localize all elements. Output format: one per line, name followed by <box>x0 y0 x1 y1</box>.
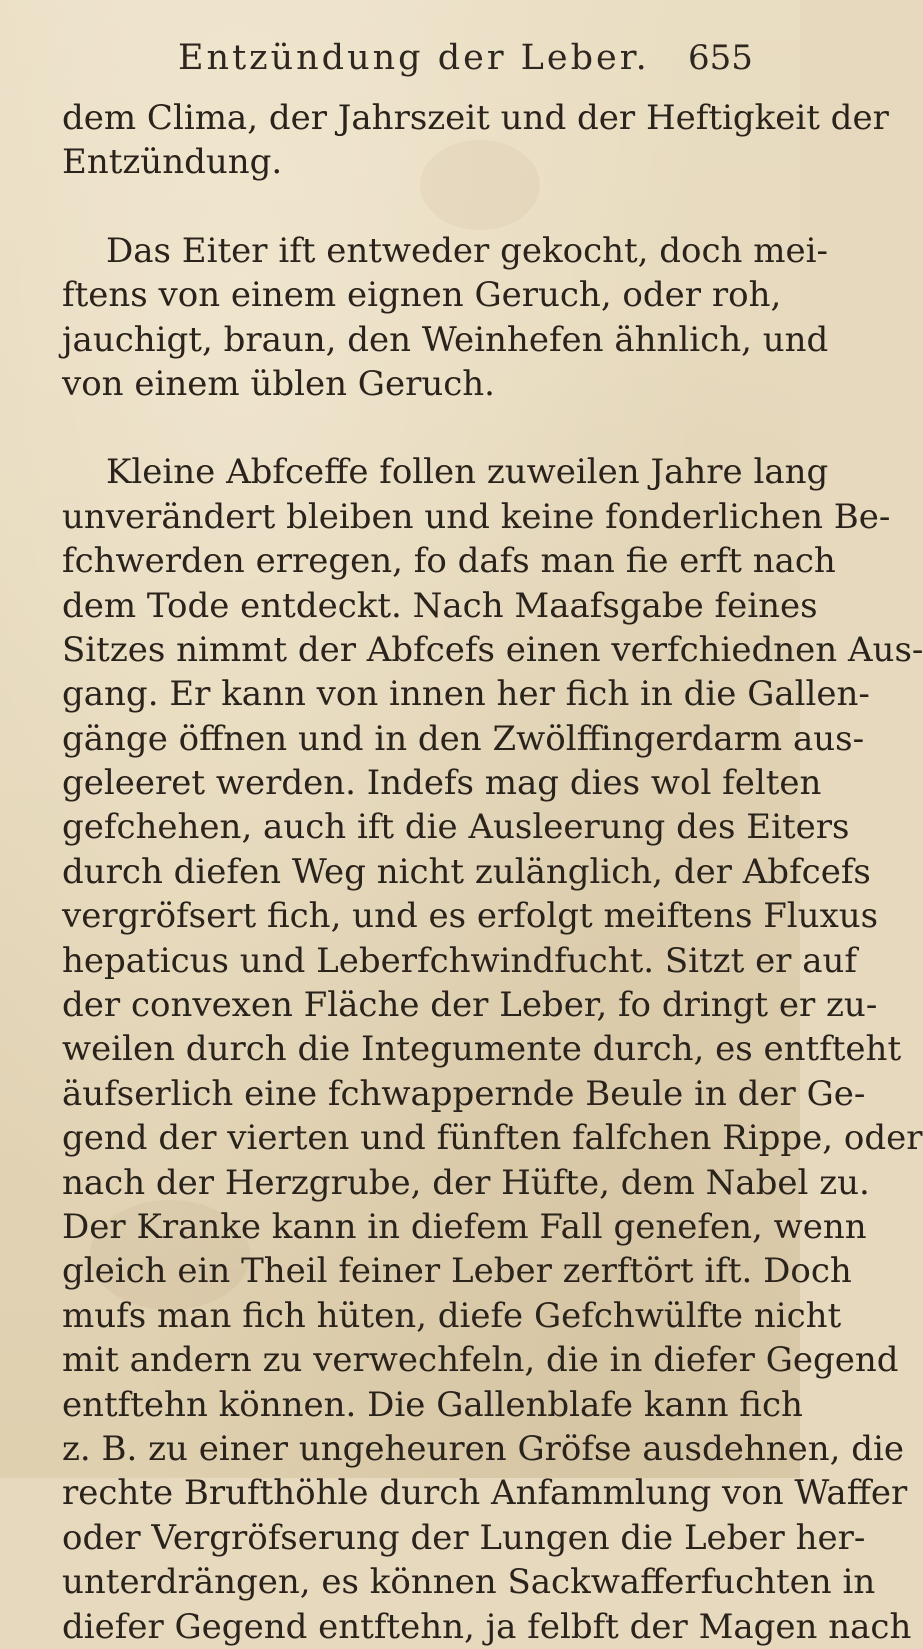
text-line: jauchigt, braun, den Weinhefen ähnlich, und <box>62 319 829 360</box>
text-line: nach der Herzgrube, der Hüfte, dem Nabel zu. <box>62 1162 870 1203</box>
text-line: dem Clima, der Jahrszeit und der Heftigkeit der <box>62 98 889 138</box>
paragraph <box>62 96 889 185</box>
text-line: geleeret werden. Indefs mag dies wol felten <box>62 763 822 804</box>
text-line: oder Vergröfserung der Lungen die Leber her- <box>62 1517 866 1558</box>
text-line: fchwerden erregen, fo dafs man fie erft nach <box>62 541 836 582</box>
text-line: mufs man fich hüten, diefe Gefchwülfte nicht <box>62 1295 842 1336</box>
paragraph <box>62 229 829 407</box>
text-line: Entzündung. <box>62 142 283 183</box>
text-line: rechte Brufthöhle durch Anfammlung von Waffer <box>62 1473 908 1514</box>
text-line: ftens von einem eignen Geruch, oder roh, <box>62 275 782 316</box>
text-line: Das Eiter ift entweder gekocht, doch mei- <box>106 230 828 271</box>
text-line: gang. Er kann von innen her fich in die Gallen- <box>62 674 870 715</box>
text-line: der convexen Fläche der Leber, fo dringt er zu- <box>62 985 878 1026</box>
text-line: Sitzes nimmt der Abfcefs einen verfchiednen Aus- <box>62 629 923 670</box>
text-line: weilen durch die Integumente durch, es entfteht <box>62 1029 902 1070</box>
text-line: gänge öffnen und in den Zwölffingerdarm aus- <box>62 718 865 759</box>
text-line: diefer Gegend entftehn, ja felbft der Magen nach <box>62 1606 912 1647</box>
page-header <box>0 38 800 88</box>
text-line: dem Tode entdeckt. Nach Maafsgabe feines <box>62 585 818 626</box>
text-line: gefchehen, auch ift die Ausleerung des Eiters <box>62 807 850 848</box>
paragraph-gap <box>62 185 764 229</box>
paragraph-gap <box>62 406 764 450</box>
text-line: gleich ein Theil feiner Leber zerftört ift. Doch <box>62 1251 852 1292</box>
text-line: unterdrängen, es können Sackwafferfuchten in <box>62 1562 876 1603</box>
text-line: gend der vierten und fünften falfchen Rippe, oder <box>62 1118 923 1159</box>
text-line: von einem üblen Geruch. <box>62 363 495 404</box>
text-line: Kleine Abfceffe follen zuweilen Jahre lang <box>106 452 829 493</box>
text-line: äufserlich eine fchwappernde Beule in der Ge- <box>62 1073 866 1114</box>
paragraph <box>62 450 923 1649</box>
running-title: Entzündung der Leber. <box>178 38 650 78</box>
text-line: entftehn können. Die Gallenblafe kann fich <box>62 1384 803 1425</box>
text-line: Der Kranke kann in diefem Fall genefen, wenn <box>62 1206 867 1247</box>
text-line: unverändert bleiben und keine fonderlichen Be- <box>62 496 891 537</box>
page-number: 655 <box>688 38 753 78</box>
text-line: mit andern zu verwechfeln, die in diefer Gegend <box>62 1340 899 1381</box>
text-body <box>62 96 923 1649</box>
text-line: durch diefen Weg nicht zulänglich, der Abfcefs <box>62 851 871 892</box>
text-line: vergröfsert fich, und es erfolgt meiftens Fluxus <box>62 896 879 937</box>
text-line: z. B. zu einer ungeheuren Gröfse ausdehnen, die <box>62 1428 905 1469</box>
text-line: hepaticus und Leberfchwindfucht. Sitzt er auf <box>62 940 857 981</box>
